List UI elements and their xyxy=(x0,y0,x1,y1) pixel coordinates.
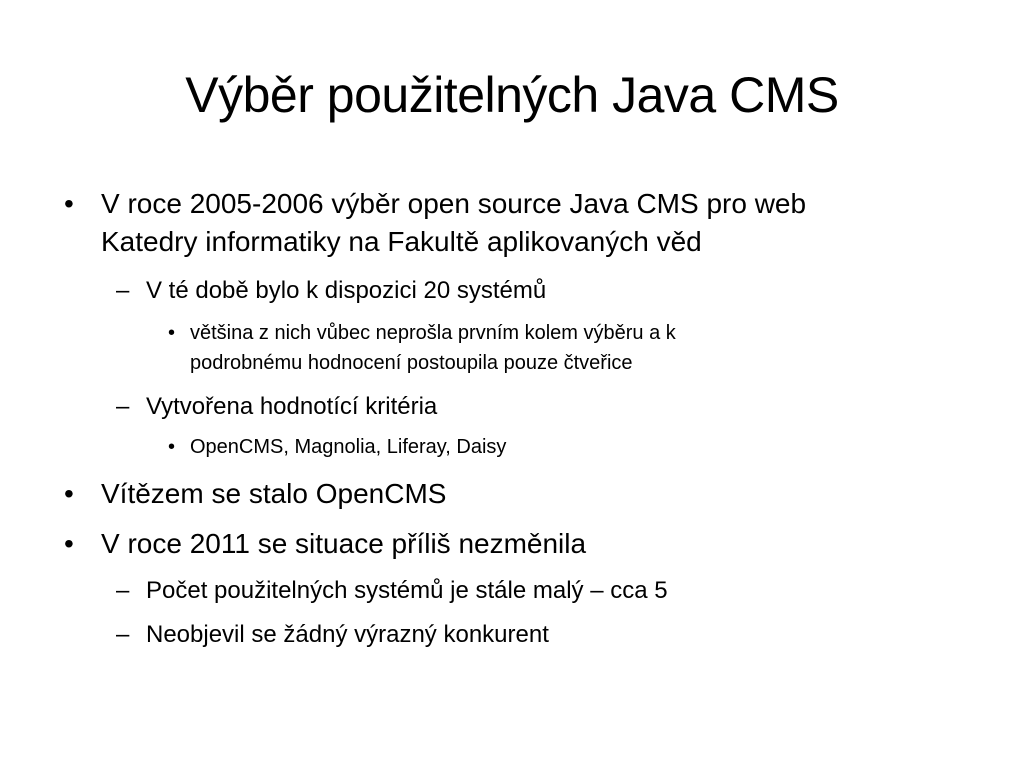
bullet-marker: • xyxy=(64,528,74,559)
list-item-text-line: Katedry informatiky na Fakultě aplikovaných věd xyxy=(101,226,702,257)
list-item-text: Vítězem se stalo OpenCMS xyxy=(101,478,447,509)
list-item-text: Neobjevil se žádný výrazný konkurent xyxy=(146,621,549,648)
list-item-text: Vytvořena hodnotící kritéria xyxy=(146,393,438,420)
dash-marker: – xyxy=(116,577,130,604)
dash-marker: – xyxy=(116,393,130,420)
list-item-text: V té době bylo k dispozici 20 systémů xyxy=(146,277,547,304)
slide-title: Výběr použitelných Java CMS xyxy=(185,67,839,123)
list-item-text-line: podrobnému hodnocení postoupila pouze čtveřice xyxy=(190,352,633,374)
dash-marker: – xyxy=(116,277,130,304)
bullet-marker: • xyxy=(168,322,176,344)
dash-marker: – xyxy=(116,621,130,648)
list-item-text: V roce 2011 se situace příliš nezměnila xyxy=(101,528,587,559)
list-item-text: Počet použitelných systémů je stále malý – cca 5 xyxy=(146,577,668,604)
bullet-marker: • xyxy=(64,188,74,219)
bullet-marker: • xyxy=(64,478,74,509)
list-item-text-line: většina z nich vůbec neprošla prvním kolem výběru a k xyxy=(190,322,676,344)
list-item-text-line: V roce 2005-2006 výběr open source Java CMS pro web xyxy=(101,188,807,219)
list-item-text: OpenCMS, Magnolia, Liferay, Daisy xyxy=(190,436,507,458)
bullet-marker: • xyxy=(168,436,176,458)
